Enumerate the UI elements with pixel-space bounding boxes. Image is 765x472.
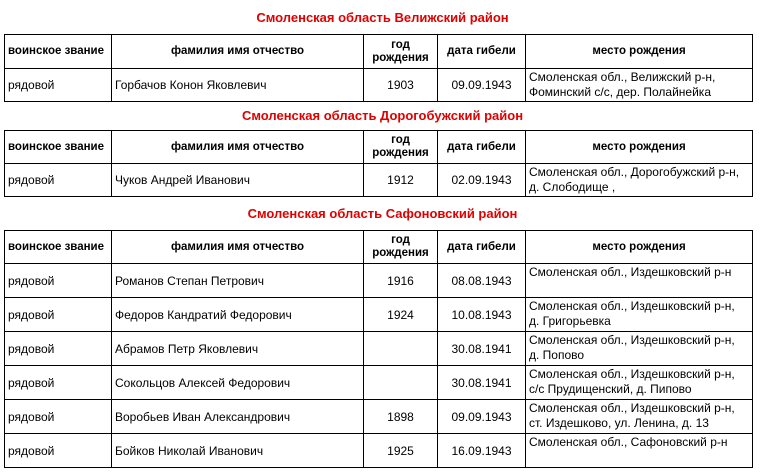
cell-rank[interactable]: рядовой <box>5 69 112 102</box>
region-title: Смоленская область Дорогобужский район <box>241 108 524 123</box>
cell-rank[interactable]: рядовой <box>5 434 112 468</box>
cell-name[interactable]: Бойков Николай Иванович <box>112 434 364 468</box>
header-death-date: дата гибели <box>438 35 526 69</box>
header-death-date: дата гибели <box>438 131 526 164</box>
cell-date[interactable]: 09.09.1943 <box>438 400 526 434</box>
cell-year[interactable]: 1924 <box>364 298 438 332</box>
cell-birthplace[interactable]: Смоленская обл., Издешковский р-н, д. Попово <box>526 332 753 366</box>
cell-rank[interactable]: рядовой <box>5 164 112 197</box>
header-name: фамилия имя отчество <box>112 231 364 264</box>
cell-year[interactable]: 1925 <box>364 434 438 468</box>
cell-birthplace[interactable]: Смоленская обл., Издешковский р-н, ст. Издешково, ул. Ленина, д. 13 <box>526 400 753 434</box>
table-row[interactable] <box>5 434 753 468</box>
records-table <box>4 130 753 197</box>
cell-year[interactable]: 1912 <box>364 164 438 197</box>
cell-birthplace[interactable]: Смоленская обл., Дорогобужский р-н, д. Слободище , <box>526 164 753 197</box>
records-table <box>4 34 753 102</box>
cell-name[interactable]: Романов Степан Петрович <box>112 264 364 298</box>
table-row[interactable] <box>5 332 753 366</box>
cell-year[interactable]: 1903 <box>364 69 438 102</box>
region-title: Смоленская область Сафоновский район <box>247 206 518 221</box>
table-row[interactable] <box>5 164 753 197</box>
records-table <box>4 230 753 468</box>
header-row <box>5 35 753 69</box>
cell-birthplace[interactable]: Смоленская обл., Велижский р-н, Фоминский с/с, дер. Полайнейка <box>526 69 753 102</box>
cell-year[interactable]: 1898 <box>364 400 438 434</box>
cell-date[interactable]: 16.09.1943 <box>438 434 526 468</box>
cell-year[interactable] <box>364 366 438 400</box>
table-row[interactable] <box>5 366 753 400</box>
cell-rank[interactable]: рядовой <box>5 264 112 298</box>
header-birth-year: год рождения <box>364 231 438 264</box>
cell-date[interactable]: 02.09.1943 <box>438 164 526 197</box>
cell-name[interactable]: Чуков Андрей Иванович <box>112 164 364 197</box>
table-row[interactable] <box>5 400 753 434</box>
header-name: фамилия имя отчество <box>112 131 364 164</box>
cell-birthplace[interactable]: Смоленская обл., Сафоновский р-н <box>526 434 753 468</box>
header-rank: воинское звание <box>5 35 112 69</box>
cell-name[interactable]: Сокольцов Алексей Федорович <box>112 366 364 400</box>
header-birthplace: место рождения <box>526 35 753 69</box>
header-birth-year: год рождения <box>364 131 438 164</box>
header-rank: воинское звание <box>5 131 112 164</box>
cell-date[interactable]: 30.08.1941 <box>438 366 526 400</box>
table-row[interactable] <box>5 298 753 332</box>
header-name: фамилия имя отчество <box>112 35 364 69</box>
header-row <box>5 231 753 264</box>
header-death-date: дата гибели <box>438 231 526 264</box>
cell-date[interactable]: 30.08.1941 <box>438 332 526 366</box>
header-rank: воинское звание <box>5 231 112 264</box>
cell-date[interactable]: 10.08.1943 <box>438 298 526 332</box>
cell-date[interactable]: 09.09.1943 <box>438 69 526 102</box>
cell-name[interactable]: Горбачов Конон Яковлевич <box>112 69 364 102</box>
header-birthplace: место рождения <box>526 231 753 264</box>
cell-year[interactable]: 1916 <box>364 264 438 298</box>
cell-date[interactable]: 08.08.1943 <box>438 264 526 298</box>
header-birthplace: место рождения <box>526 131 753 164</box>
region-title: Смоленская область Велижский район <box>256 10 509 25</box>
cell-rank[interactable]: рядовой <box>5 400 112 434</box>
cell-year[interactable] <box>364 332 438 366</box>
table-row[interactable] <box>5 264 753 298</box>
cell-rank[interactable]: рядовой <box>5 366 112 400</box>
header-row <box>5 131 753 164</box>
table-row[interactable] <box>5 69 753 102</box>
cell-name[interactable]: Федоров Кандратий Федорович <box>112 298 364 332</box>
cell-rank[interactable]: рядовой <box>5 298 112 332</box>
header-birth-year: год рождения <box>364 35 438 69</box>
cell-name[interactable]: Воробьев Иван Александрович <box>112 400 364 434</box>
cell-birthplace[interactable]: Смоленская обл., Издешковский р-н, д. Григорьевка <box>526 298 753 332</box>
cell-birthplace[interactable]: Смоленская обл., Издешковский р-н <box>526 264 753 298</box>
cell-rank[interactable]: рядовой <box>5 332 112 366</box>
cell-name[interactable]: Абрамов Петр Яковлевич <box>112 332 364 366</box>
cell-birthplace[interactable]: Смоленская обл., Издешковский р-н, с/с Прудищенский, д. Пипово <box>526 366 753 400</box>
